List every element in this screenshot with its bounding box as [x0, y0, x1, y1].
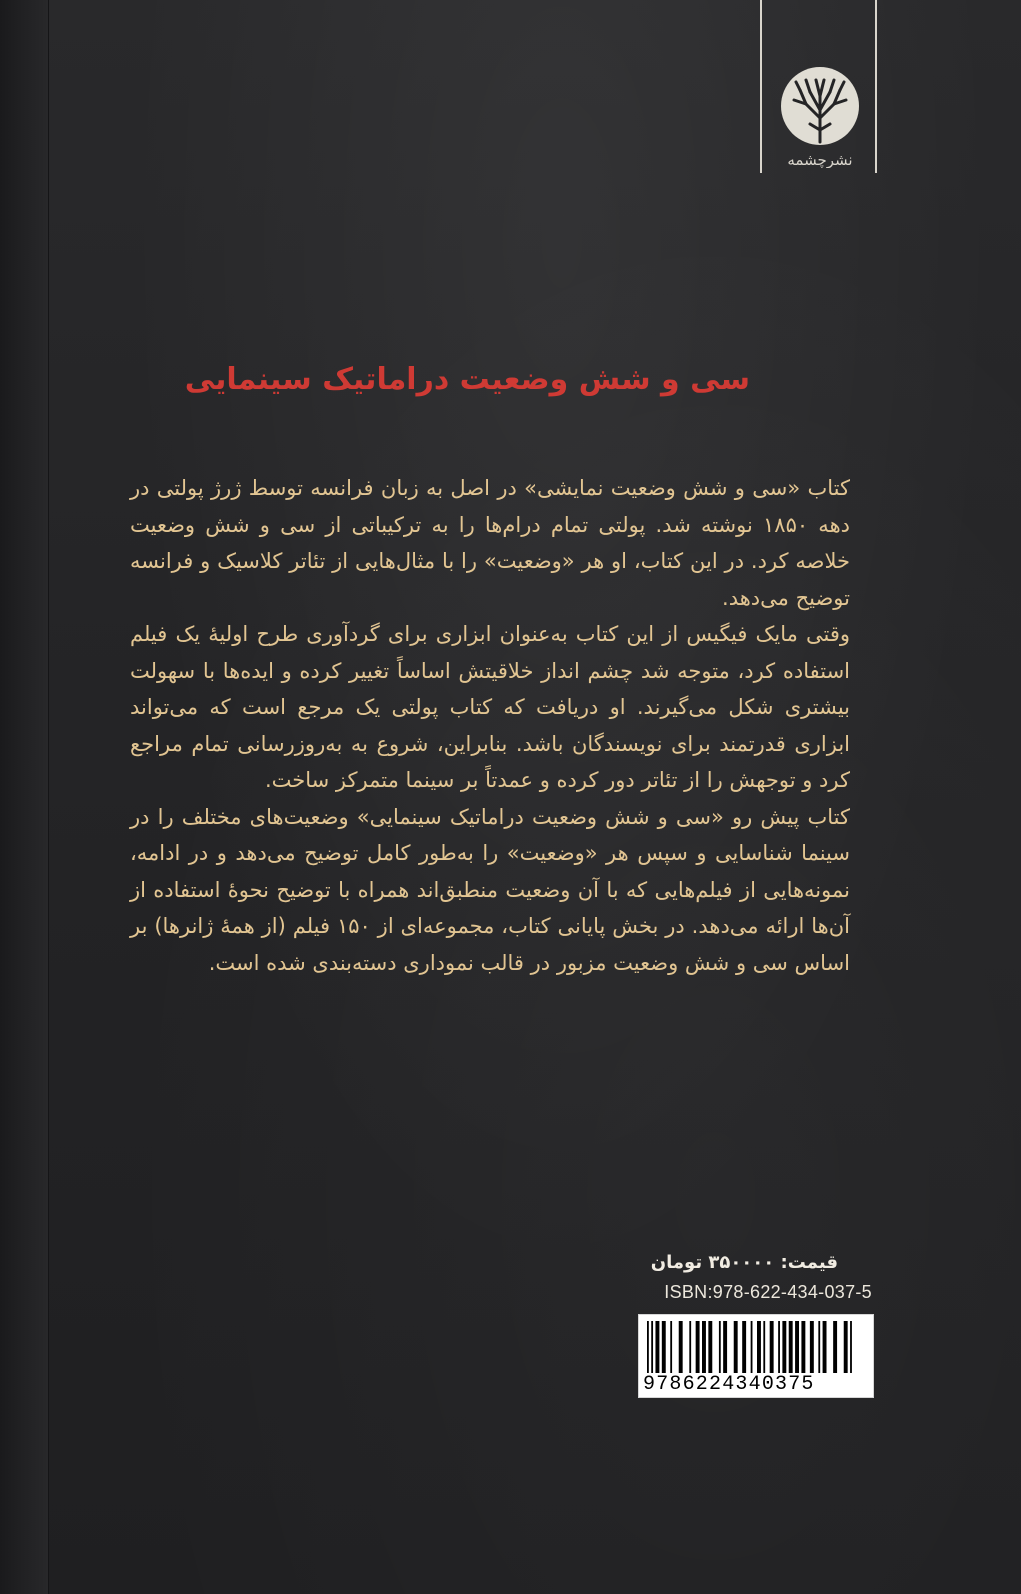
blurb: [130, 470, 850, 981]
barcode-bar: [778, 1321, 780, 1373]
barcode-bar: [810, 1321, 814, 1373]
book-title: سی و شش وضعیت دراماتیک سینمایی: [184, 362, 750, 397]
barcode-bar: [689, 1321, 691, 1373]
barcode-bar: [751, 1321, 753, 1373]
barcode-bar: [742, 1321, 746, 1373]
barcode-bar: [719, 1321, 721, 1373]
barcode-bar: [844, 1321, 848, 1373]
barcode-bar: [833, 1321, 837, 1373]
barcode-bar: [655, 1321, 659, 1373]
barcode-bar: [702, 1321, 706, 1373]
barcode-bar: [782, 1321, 786, 1373]
barcode-bar: [662, 1321, 666, 1373]
barcode-number: 9786224340375: [643, 1373, 815, 1396]
spine-edge: [0, 0, 49, 1594]
barcode-bar: [647, 1321, 649, 1373]
publisher-logo-frame: [760, 0, 877, 173]
barcode-bar: [770, 1321, 774, 1373]
barcode-bar: [818, 1321, 820, 1373]
barcode: [638, 1314, 874, 1398]
barcode-bar: [679, 1321, 683, 1373]
barcode-bar: [723, 1321, 727, 1373]
barcode-bar: [651, 1321, 653, 1373]
isbn-label: ISBN:978-622-434-037-5: [664, 1282, 872, 1302]
blurb-paragraph-3: کتاب پیش رو «سی و شش وضعیت دراماتیک سینمایی» وضعیت‌های مختلف را در سینما شناسایی و سپس هر «وضعیت» را به‌طور کامل توضیح می‌دهد و در ادامه، نمونه‌هایی از فیلم‌هایی که با آن وضعیت منطبق‌اند همراه با توضیح نحوهٔ استفاده از آن‌ها ارائه می‌دهد. در بخش پایانی کتاب، مجموعه‌ای از ۱۵۰ فیلم (از همهٔ ژانرها) بر اساس سی و شش وضعیت مزبور در قالب نموداری دسته‌بندی شده است.: [130, 804, 850, 975]
barcode-bar: [696, 1321, 700, 1373]
barcode-bar: [763, 1321, 765, 1373]
barcode-bars: [647, 1321, 867, 1373]
publisher-name: نشرچشمه: [787, 151, 853, 168]
tree-icon: [780, 66, 860, 168]
barcode-bar: [708, 1321, 712, 1373]
barcode-bar: [757, 1321, 761, 1373]
barcode-bar: [801, 1321, 805, 1373]
blurb-paragraph-1: کتاب «سی و شش وضعیت نمایشی» در اصل به زبان فرانسه توسط ژرژ پولتی در دهه ۱۸۵۰ نوشته شد. پولتی تمام درام‌ها را به ترکیباتی از سی و شش وضعیت خلاصه کرد. در این کتاب، او هر «وضعیت» را با مثال‌هایی از تئاتر کلاسیک و فرانسه توضیح می‌دهد.: [130, 476, 850, 610]
price-label: قیمت: ۳۵۰۰۰۰ تومان: [650, 1252, 838, 1273]
barcode-bar: [850, 1321, 852, 1373]
barcode-bar: [789, 1321, 793, 1373]
barcode-bar: [670, 1321, 672, 1373]
barcode-bar: [795, 1321, 799, 1373]
blurb-paragraph-2: وقتی مایک فیگیس از این کتاب به‌عنوان ابزاری برای گردآوری طرح اولیهٔ یک فیلم استفاده کرد، متوجه شد چشم انداز خلاقیتش اساساً تغییر کرده و ایده‌ها با سهولت بیشتری شکل می‌گیرند. او دریافت که کتاب پولتی یک مرجع است که می‌تواند ابزاری قدرتمند برای نویسندگان باشد. بنابراین، شروع به به‌روزرسانی تمام مراجع کرد و توجهش را از تئاتر دور کرده و عمدتاً بر سینما متمرکز ساخت.: [130, 622, 850, 792]
barcode-bar: [823, 1321, 827, 1373]
barcode-bar: [734, 1321, 738, 1373]
